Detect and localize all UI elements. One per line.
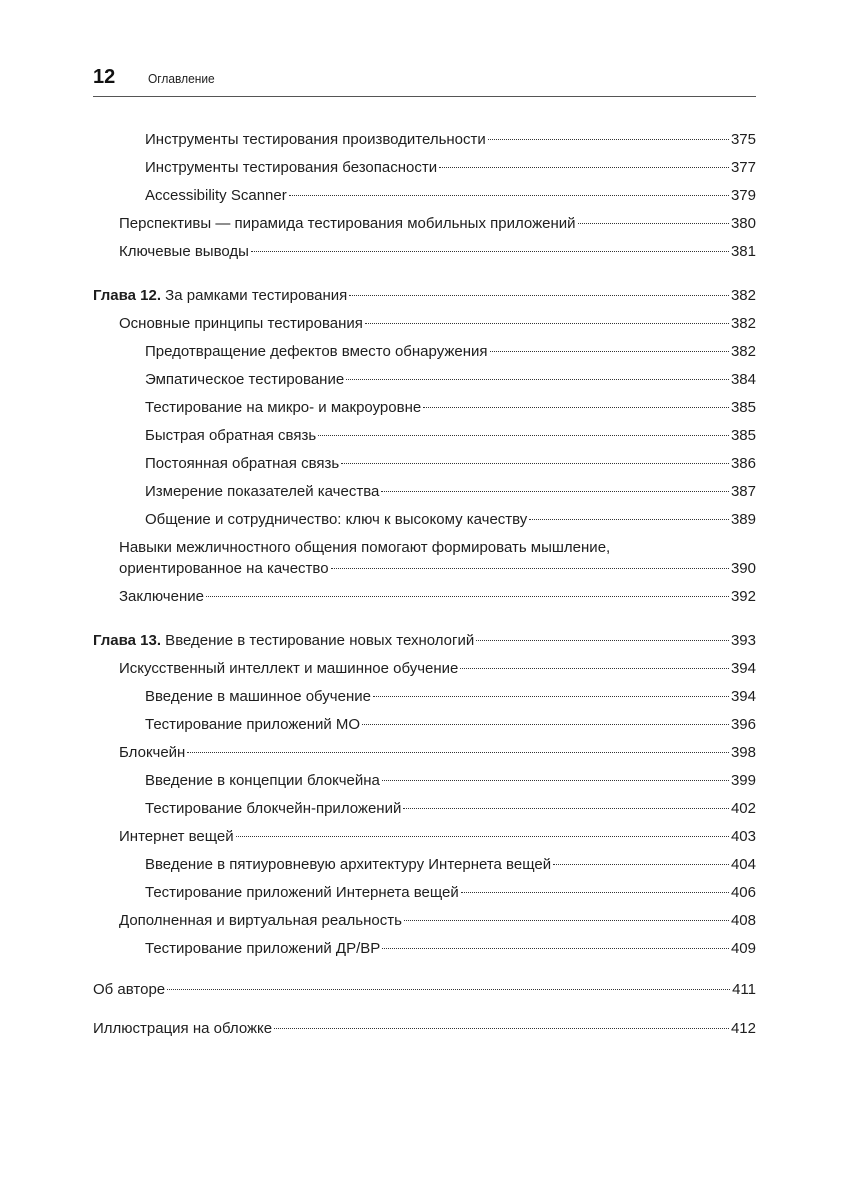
dot-leader: [529, 519, 729, 520]
dot-leader: [289, 195, 729, 196]
dot-leader: [490, 351, 729, 352]
dot-leader: [331, 568, 729, 569]
dot-leader: [476, 640, 729, 641]
toc-entry-page: 412: [730, 1020, 756, 1037]
chapter-title-text: Введение в тестирование новых технологий: [161, 632, 475, 649]
toc-entry: [119, 214, 756, 234]
toc-entry-page: 402: [730, 800, 756, 817]
toc-entry-title-line1: Навыки межличностного общения помогают формировать мышление,: [119, 539, 611, 556]
toc-entry-title: Accessibility Scanner: [145, 187, 287, 204]
dot-leader: [206, 596, 729, 597]
toc-entry-page: 404: [730, 856, 756, 873]
toc-entry-title: Тестирование приложений Интернета вещей: [145, 884, 459, 901]
toc-entry-page: 394: [730, 660, 756, 677]
dot-leader: [373, 696, 729, 697]
toc-entry-title: Введение в машинное обучение: [145, 688, 371, 705]
toc-entry-title: Введение в пятиуровневую архитектуру Интернета вещей: [145, 856, 552, 873]
toc-entry-page: 392: [730, 588, 756, 605]
toc-entry-title: Постоянная обратная связь: [145, 455, 340, 472]
dot-leader: [274, 1028, 729, 1029]
toc-chapter-13: [93, 631, 756, 651]
toc-entry-page: 379: [730, 187, 756, 204]
toc-entry-page: 382: [730, 315, 756, 332]
dot-leader: [187, 752, 729, 753]
toc-entry-page: 411: [732, 981, 756, 998]
toc-entry-title: Быстрая обратная связь: [145, 427, 317, 444]
toc-entry: [119, 659, 756, 679]
chapter-title-text: За рамками тестирования: [161, 287, 348, 304]
toc-entry-title: Измерение показателей качества: [145, 483, 380, 500]
toc-entry-page: 389: [730, 511, 756, 528]
toc-entry: [145, 426, 756, 446]
toc-entry-page: 394: [730, 688, 756, 705]
toc-entry: [119, 743, 756, 763]
dot-leader: [236, 836, 729, 837]
dot-leader: [346, 379, 729, 380]
toc-entry: [119, 587, 756, 607]
dot-leader: [423, 407, 729, 408]
toc-entry: [93, 1019, 756, 1039]
toc-entry: [145, 130, 756, 150]
toc-entry: [119, 242, 756, 262]
dot-leader: [488, 139, 729, 140]
toc-entry-page: 390: [730, 560, 756, 577]
toc-entry-page: 398: [730, 744, 756, 761]
toc-entry-page: 393: [730, 632, 756, 649]
dot-leader: [382, 948, 729, 949]
toc-entry-title: Тестирование на микро- и макроуровне: [145, 399, 422, 416]
toc-entry-title: Блокчейн: [119, 744, 186, 761]
dot-leader: [404, 920, 729, 921]
dot-leader: [382, 780, 729, 781]
dot-leader: [403, 808, 729, 809]
dot-leader: [318, 435, 729, 436]
toc-entry: [119, 911, 756, 931]
dot-leader: [362, 724, 729, 725]
toc-entry-page: 408: [730, 912, 756, 929]
toc-entry: [145, 510, 756, 530]
toc-entry-title: Тестирование блокчейн-приложений: [145, 800, 402, 817]
toc-entry: [145, 454, 756, 474]
dot-leader: [460, 668, 729, 669]
toc-entry-title-line2: ориентированное на качество: [119, 560, 329, 577]
toc-entry-page: 384: [730, 371, 756, 388]
toc-entry: [145, 398, 756, 418]
toc-entry: [145, 342, 756, 362]
toc-entry-title: Иллюстрация на обложке: [93, 1020, 273, 1037]
toc-entry-page: 399: [730, 772, 756, 789]
toc-entry-title: Искусственный интеллект и машинное обучение: [119, 660, 459, 677]
toc-entry: [145, 855, 756, 875]
dot-leader: [341, 463, 729, 464]
toc-entry-page: 381: [730, 243, 756, 260]
dot-leader: [349, 295, 729, 296]
toc-entry-page: 387: [730, 483, 756, 500]
toc-entry-title: Ключевые выводы: [119, 243, 249, 260]
toc-entry-title: Дополненная и виртуальная реальность: [119, 912, 402, 929]
toc-entry: [145, 158, 756, 178]
toc-entry-page: 385: [730, 399, 756, 416]
dot-leader: [553, 864, 729, 865]
dot-leader: [167, 989, 730, 990]
toc-entry: [93, 980, 756, 1000]
toc-entry-title: Основные принципы тестирования: [119, 315, 363, 332]
toc-entry: [145, 715, 756, 735]
toc-entry-page: 382: [730, 287, 756, 304]
toc-entry: [145, 771, 756, 791]
toc-entry: [145, 186, 756, 206]
toc-entry: [119, 314, 756, 334]
page-number: 12: [93, 66, 116, 88]
toc-entry: [145, 939, 756, 959]
toc-entry-page: 403: [730, 828, 756, 845]
toc-entry-title: Об авторе: [93, 981, 166, 998]
dot-leader: [578, 223, 729, 224]
toc-entry-page: 382: [730, 343, 756, 360]
toc-entry-title: Введение в концепции блокчейна: [145, 772, 380, 789]
toc-entry-page: 380: [730, 215, 756, 232]
toc-entry-title: Тестирование приложений ДР/ВР: [145, 940, 381, 957]
chapter-label: Глава 12.: [93, 287, 162, 304]
dot-leader: [251, 251, 729, 252]
toc-entry: [145, 482, 756, 502]
toc-chapter-12: [93, 286, 756, 306]
dot-leader: [461, 892, 729, 893]
toc-entry-page: 409: [730, 940, 756, 957]
toc-entry-title: Перспективы — пирамида тестирования мобильных приложений: [119, 215, 576, 232]
toc-entry-page: 385: [730, 427, 756, 444]
toc-entry-page: 377: [730, 159, 756, 176]
toc-entry: [145, 799, 756, 819]
toc-entry: [145, 687, 756, 707]
toc-entry-title: Инструменты тестирования безопасности: [145, 159, 438, 176]
toc-entry-title: Тестирование приложений МО: [145, 716, 361, 733]
toc-entry-title: Эмпатическое тестирование: [145, 371, 345, 388]
dot-leader: [381, 491, 729, 492]
toc-entry-title: Предотвращение дефектов вместо обнаружения: [145, 343, 488, 360]
toc-entry-page: 406: [730, 884, 756, 901]
toc-chapter-title: [93, 286, 347, 306]
chapter-label: Глава 13.: [93, 632, 162, 649]
toc-chapter-title: [93, 631, 474, 651]
toc-entry-page: 396: [730, 716, 756, 733]
toc-entry-title: Общение и сотрудничество: ключ к высокому качеству: [145, 511, 528, 528]
toc-entry-title: Интернет вещей: [119, 828, 234, 845]
toc-entry: [145, 883, 756, 903]
toc-entry: [119, 827, 756, 847]
toc-entry-page: 375: [730, 131, 756, 148]
dot-leader: [439, 167, 729, 168]
toc-entry: [119, 559, 756, 579]
toc-entry-title: Заключение: [119, 588, 204, 605]
toc-entry: [145, 370, 756, 390]
dot-leader: [365, 323, 729, 324]
toc-entry-title: Инструменты тестирования производительности: [145, 131, 486, 148]
running-title: Оглавление: [148, 71, 215, 86]
toc-entry-page: 386: [730, 455, 756, 472]
